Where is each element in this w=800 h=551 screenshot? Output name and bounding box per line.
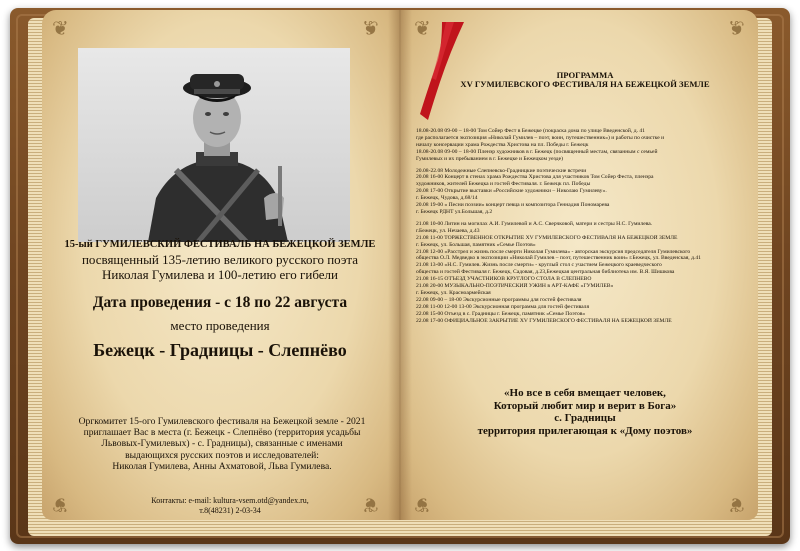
schedule xyxy=(416,128,752,324)
ornament-icon: ❦ xyxy=(414,18,431,40)
schedule-line: 21.08 12-00 «Расстрел и жизнь после смерти Николая Гумилева» - авторская экскурсия председателя Гумилевского xyxy=(416,248,691,255)
festival-title: 15-ый ГУМИЛЕВСКИЙ ФЕСТИВАЛЬ НА БЕЖЕЦКОЙ ЗЕМЛЕ xyxy=(64,239,376,250)
quote-line: «Но все в себя вмещает человек, xyxy=(504,387,666,399)
schedule-line: 20.08 17-00 Открытие выставки «Российские художники – Николаю Гумилеву». xyxy=(416,188,607,195)
quote-location: с. Градницы xyxy=(554,412,616,424)
schedule-line: 21.08 20-00 МУЗЫКАЛЬНО-ПОЭТИЧЕСКИЙ УЖИН в АРТ-КАФЕ «ГУМИЛЕВ» xyxy=(416,283,614,290)
book-spine xyxy=(388,10,412,520)
schedule-line: 21.08 10-00 Литин на могилах А.И. Гумилевой и А.С. Сверчковой, матери и сестры Н.С. Гумилева. xyxy=(416,220,653,227)
program-title xyxy=(420,71,750,89)
ornament-icon: ❦ xyxy=(52,493,69,515)
quote-line: Который любит мир и верит в Бога» xyxy=(493,399,677,412)
portrait-photo xyxy=(78,48,350,242)
program-title-line: ПРОГРАММА xyxy=(556,70,614,80)
schedule-line: 20.08-22.08 Молодежные Слепневско-Градницкие поэтические встречи xyxy=(416,167,587,174)
schedule-line: 21.08 13-00 «Н.С. Гумилев. Жизнь после смерти» - круглый стол с участием Бежецкого краеведческого xyxy=(416,262,662,269)
ornament-icon: ❦ xyxy=(362,18,379,40)
ornament-icon: ❦ xyxy=(362,493,379,515)
venue-label: место проведения xyxy=(170,318,270,333)
schedule-line: общества и гостей Фестиваля г. Бежецк, Садовая, д.23,Бежецкая центральная библиотека им. В.Я. Шишкова xyxy=(416,269,675,276)
ornament-icon: ❦ xyxy=(414,493,431,515)
venue-places: Бежецк - Градницы - Слепнёво xyxy=(93,340,347,360)
schedule-line: г. Бежецк, ул. Большая, памятник «Семье Поэтов» xyxy=(416,241,536,248)
schedule-line: общества О.Л. Медведко в экспозиции «Николай Гумилев – поэт, путешественник воин» г.Бежецк, ул. Введенская, д.41 xyxy=(416,255,701,262)
schedule-line: началу консервации храма Рождества Христова на пл. Победы г. Бежецк xyxy=(416,141,589,148)
schedule-line: г. Бежецк, Чудова, д.68/14 xyxy=(416,195,478,202)
quote-location: территория прилегающая к «Дому поэтов» xyxy=(477,424,693,437)
schedule-line: 21.08 16-15 ОТЪЕЗД УЧАСТНИКОВ КРУГЛОГО СТОЛА В СЛЕПНЁВО xyxy=(416,276,592,283)
schedule-line: г. Бежецк РДНТ ул.Большая, д.2 xyxy=(416,208,493,215)
schedule-line: г. Бежецк, ул. Красноармейская xyxy=(416,289,491,296)
invitation-line: выдающихся русских поэтов и исследователей: xyxy=(125,449,319,461)
schedule-line: 20.08 16-00 Концерт в стенах храма Рождества Христова для участников Том Сойер Феста, пленэра xyxy=(416,174,654,181)
dedication-line: посвященный 135-летию великого русского поэта xyxy=(81,252,359,267)
schedule-line: 22.08 11-00 12-00 13-00 Экскурсионная программа для гостей фестиваля xyxy=(416,303,590,310)
contacts-email: Контакты: е-mail: kultura-vsem.otd@yandex.ru, xyxy=(151,496,309,505)
ornament-icon: ❦ xyxy=(728,18,745,40)
invitation-line: приглашает Вас в места (г. Бежецк - Слепнёво (территория усадьбы xyxy=(83,427,361,439)
schedule-line: 22.08 15-00 Отъезд в с. Градницы г. Бежецк, памятник «Семье Поэтов» xyxy=(416,310,586,317)
program-title-line: XV ГУМИЛЕВСКОГО ФЕСТИВАЛЯ НА БЕЖЕЦКОЙ ЗЕМЛЕ xyxy=(460,79,710,89)
schedule-line: г.Бежецк, ул. Нечаева, д.43 xyxy=(416,227,480,234)
schedule-line: 20.08 19-00 « Песни поэзии» концерт певца и композитора Геннадия Пономарева xyxy=(416,202,610,209)
portrait-figure xyxy=(78,48,350,242)
schedule-line: художников, жителей Бежецка и гостей Фестиваля. г. Бежецк пл. Победы xyxy=(416,181,591,188)
schedule-line: 22.08 17-00 ОФИЦИАЛЬНОЕ ЗАКРЫТИЕ XV ГУМИЛЕВСКОГО ФЕСТИВАЛЯ НА БЕЖЕЦКОЙ ЗЕМЛЕ xyxy=(416,317,672,324)
schedule-line: Гумилевых и их пребыванием в г. Бежецке и Бежецком уезде) xyxy=(416,155,563,162)
contacts xyxy=(110,496,350,516)
ornament-icon: ❦ xyxy=(728,493,745,515)
invitation-line: Николая Гумилева, Анны Ахматовой, Льва Гумилева. xyxy=(112,460,332,472)
schedule-line: 21.08 11-00 ТОРЖЕСТВЕННОЕ ОТКРЫТИЕ XV ГУМИЛЕВСКОГО ФЕСТИВАЛЯ НА БЕЖЕЦКОЙ ЗЕМЛЕ xyxy=(416,234,678,241)
ornament-icon: ❦ xyxy=(52,18,69,40)
schedule-line: 18.08-20.08 09-00 – 18-00 Том Сойер Фест в Бежецке (покраска дома по улице Введенской, д. 41 xyxy=(416,128,645,134)
invitation-text xyxy=(62,416,382,472)
schedule-line: где располагается экспозиция «Николай Гумилев – поэт, воин, путешественник») и работы по очистке и xyxy=(416,134,665,141)
invitation-line: Львовых-Гумилевых) - с. Градницы), связанные с именами xyxy=(101,438,343,450)
dedication-line: Николая Гумилева и 100-летию его гибели xyxy=(102,267,338,282)
invitation-line: Оргкомитет 15-ого Гумилевского фестиваля на Бежецкой земле - 2021 xyxy=(78,416,366,427)
contacts-phone: т.8(48231) 2-03-34 xyxy=(199,506,261,515)
schedule-line: 18.08-20.08 09-00 – 18-00 Пленэр художников в г. Бежецк (посвященный местам, связанным с семьей xyxy=(416,148,658,155)
poem-quote xyxy=(420,387,750,437)
schedule-line: 22.08 09-00 – 18-00 Экскурсионные программы для гостей фестиваля xyxy=(416,296,582,303)
festival-dates: Дата проведения - с 18 по 22 августа xyxy=(92,294,348,311)
